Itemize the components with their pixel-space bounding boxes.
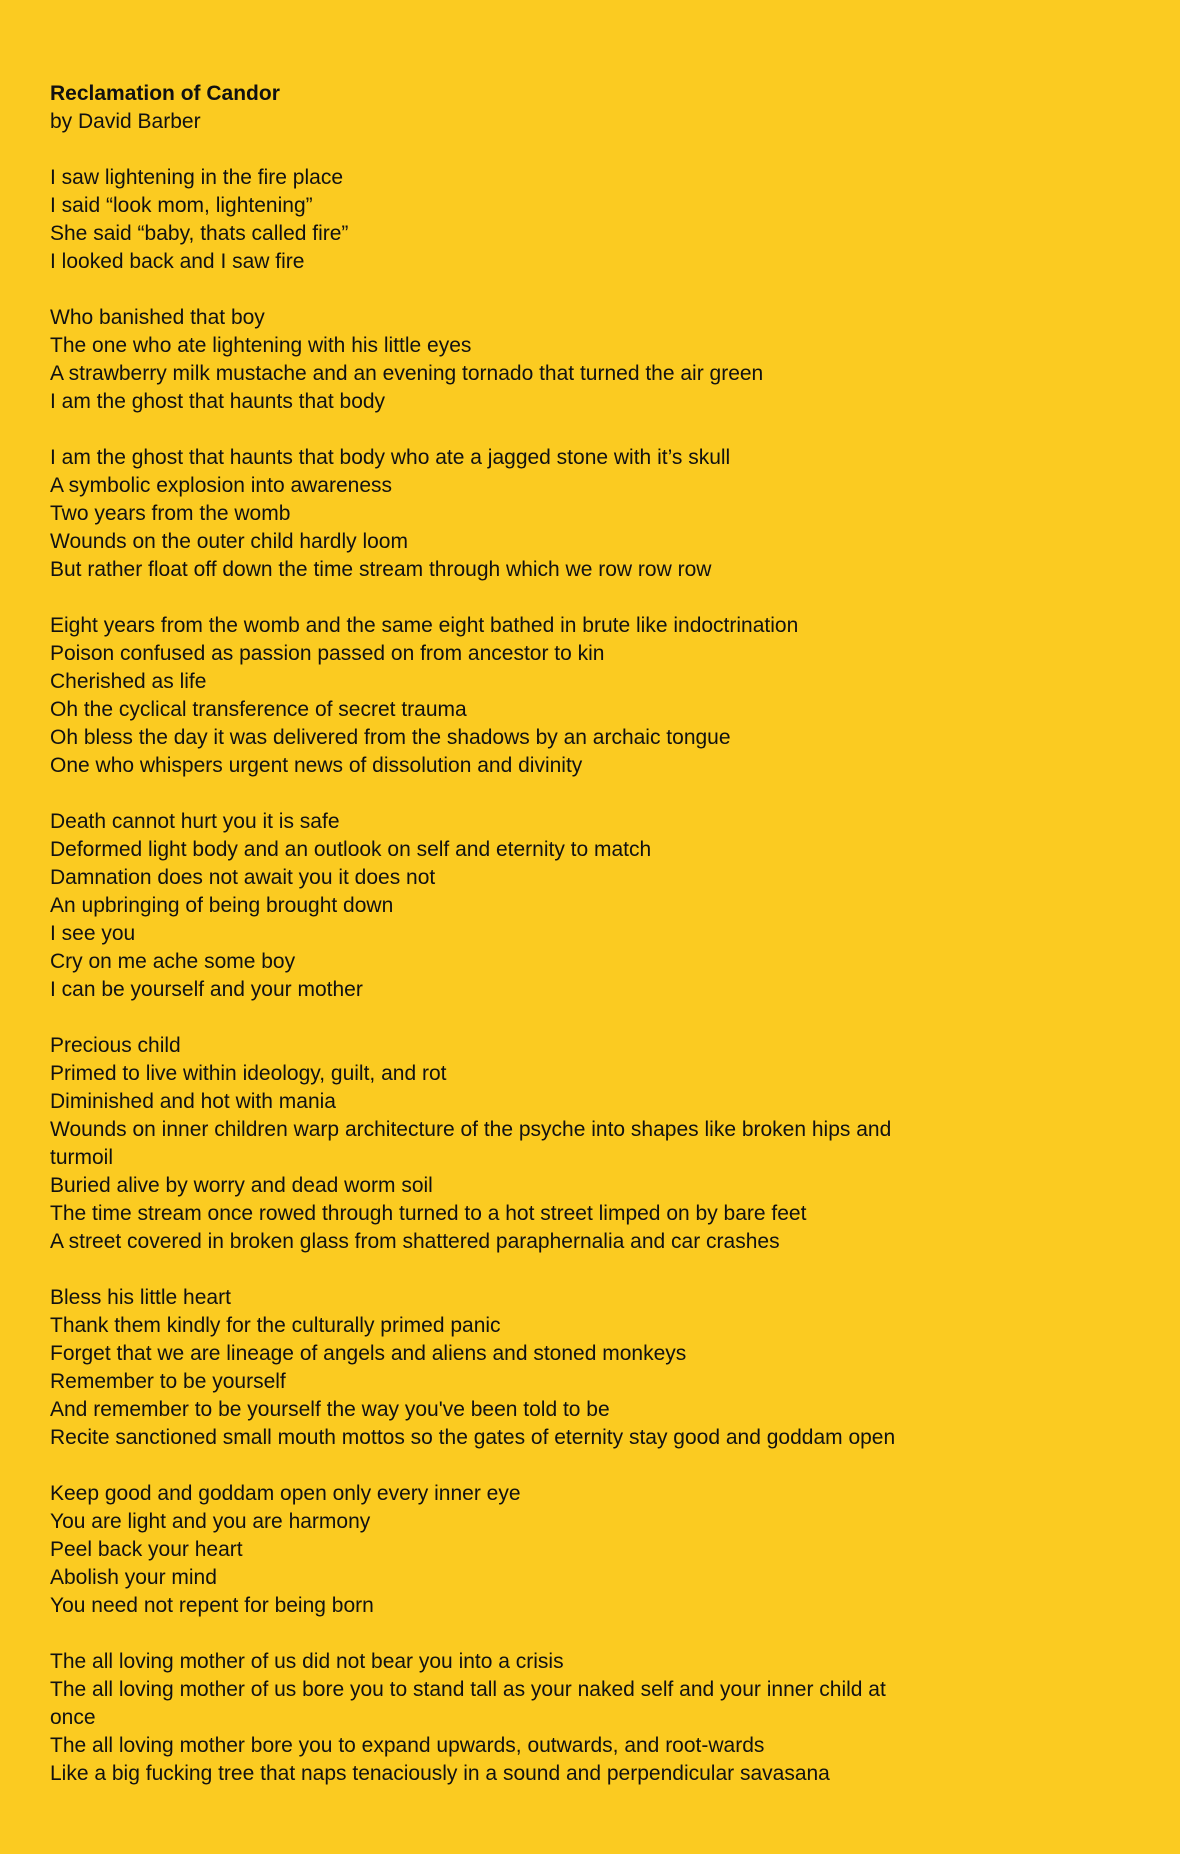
poem-line: Oh bless the day it was delivered from the shadows by an archaic tongue: [50, 726, 731, 749]
poem-stanza-7: [50, 1284, 1140, 1452]
poem-stanza-3: [50, 444, 1140, 584]
poem-line: She said “baby, thats called fire”: [50, 222, 349, 245]
poem-line: Diminished and hot with mania: [50, 1090, 336, 1113]
poem-stanza-8: [50, 1480, 1140, 1620]
poem-line: The one who ate lightening with his little eyes: [50, 334, 472, 357]
poem-line: I see you: [50, 922, 136, 945]
poem-line: Cherished as life: [50, 670, 207, 693]
poem-line: I said “look mom, lightening”: [50, 194, 313, 217]
poem-line: I am the ghost that haunts that body: [50, 390, 386, 413]
poem-line: Precious child: [50, 1034, 181, 1057]
poem-line: An upbringing of being brought down: [50, 894, 394, 917]
poem-line: A street covered in broken glass from shattered paraphernalia and car crashes: [50, 1230, 780, 1253]
poem-line: The all loving mother of us did not bear you into a crisis: [50, 1650, 564, 1673]
poem-line: Buried alive by worry and dead worm soil: [50, 1174, 433, 1197]
poem-line: A symbolic explosion into awareness: [50, 474, 393, 497]
poem-line: Peel back your heart: [50, 1538, 243, 1561]
poem-author: by David Barber: [50, 110, 201, 133]
poem-line: Two years from the womb: [50, 502, 291, 525]
poem-stanza-5: [50, 808, 1140, 1004]
poem-line: Poison confused as passion passed on from ancestor to kin: [50, 642, 605, 665]
poem-line: The time stream once rowed through turned to a hot street limped on by bare feet: [50, 1202, 807, 1225]
poem-line: You are light and you are harmony: [50, 1510, 371, 1533]
poem-line: Oh the cyclical transference of secret trauma: [50, 698, 467, 721]
poem-line: Death cannot hurt you it is safe: [50, 810, 340, 833]
poem-line: I looked back and I saw fire: [50, 250, 305, 273]
poem-line: Primed to live within ideology, guilt, and rot: [50, 1062, 447, 1085]
poem-stanza-1: [50, 164, 1140, 276]
poem-stanza-2: [50, 304, 1140, 416]
poem-line: Remember to be yourself: [50, 1370, 286, 1393]
poem-line: But rather float off down the time stream through which we row row row: [50, 558, 712, 581]
poem-title: Reclamation of Candor: [50, 82, 280, 105]
poem-line: One who whispers urgent news of dissolution and divinity: [50, 754, 583, 777]
poem-line: Deformed light body and an outlook on self and eternity to match: [50, 838, 652, 861]
poem-line: Forget that we are lineage of angels and aliens and stoned monkeys: [50, 1342, 687, 1365]
poem-line: Wounds on the outer child hardly loom: [50, 530, 408, 553]
poem-stanza-6: [50, 1032, 1140, 1256]
poem-line: Damnation does not await you it does not: [50, 866, 436, 889]
poem-line: The all loving mother of us bore you to stand tall as your naked self and your inner child at once: [50, 1678, 886, 1729]
poem-body: [50, 164, 1140, 1788]
poem-stanza-4: [50, 612, 1140, 780]
poem-line: I am the ghost that haunts that body who ate a jagged stone with it’s skull: [50, 446, 731, 469]
poem-line: Cry on me ache some boy: [50, 950, 296, 973]
poem-line: Wounds on inner children warp architecture of the psyche into shapes like broken hips and turmoil: [50, 1118, 892, 1169]
poem-line: Like a big fucking tree that naps tenaciously in a sound and perpendicular savasana: [50, 1762, 830, 1785]
poem-line: And remember to be yourself the way you've been told to be: [50, 1398, 610, 1421]
poem-line: Who banished that boy: [50, 306, 265, 329]
poem-line: Eight years from the womb and the same eight bathed in brute like indoctrination: [50, 614, 799, 637]
poem-line: Bless his little heart: [50, 1286, 231, 1309]
poem-line: I can be yourself and your mother: [50, 978, 363, 1001]
poem-line: Thank them kindly for the culturally primed panic: [50, 1314, 501, 1337]
poem-line: You need not repent for being born: [50, 1594, 374, 1617]
poem-line: Keep good and goddam open only every inner eye: [50, 1482, 521, 1505]
poem-line: Recite sanctioned small mouth mottos so the gates of eternity stay good and goddam open: [50, 1426, 896, 1449]
poem-stanza-9: [50, 1648, 1140, 1788]
poem-line: I saw lightening in the fire place: [50, 166, 344, 189]
poem-line: A strawberry milk mustache and an evening tornado that turned the air green: [50, 362, 764, 385]
poem-line: Abolish your mind: [50, 1566, 217, 1589]
poem-line: The all loving mother bore you to expand upwards, outwards, and root-wards: [50, 1734, 765, 1757]
